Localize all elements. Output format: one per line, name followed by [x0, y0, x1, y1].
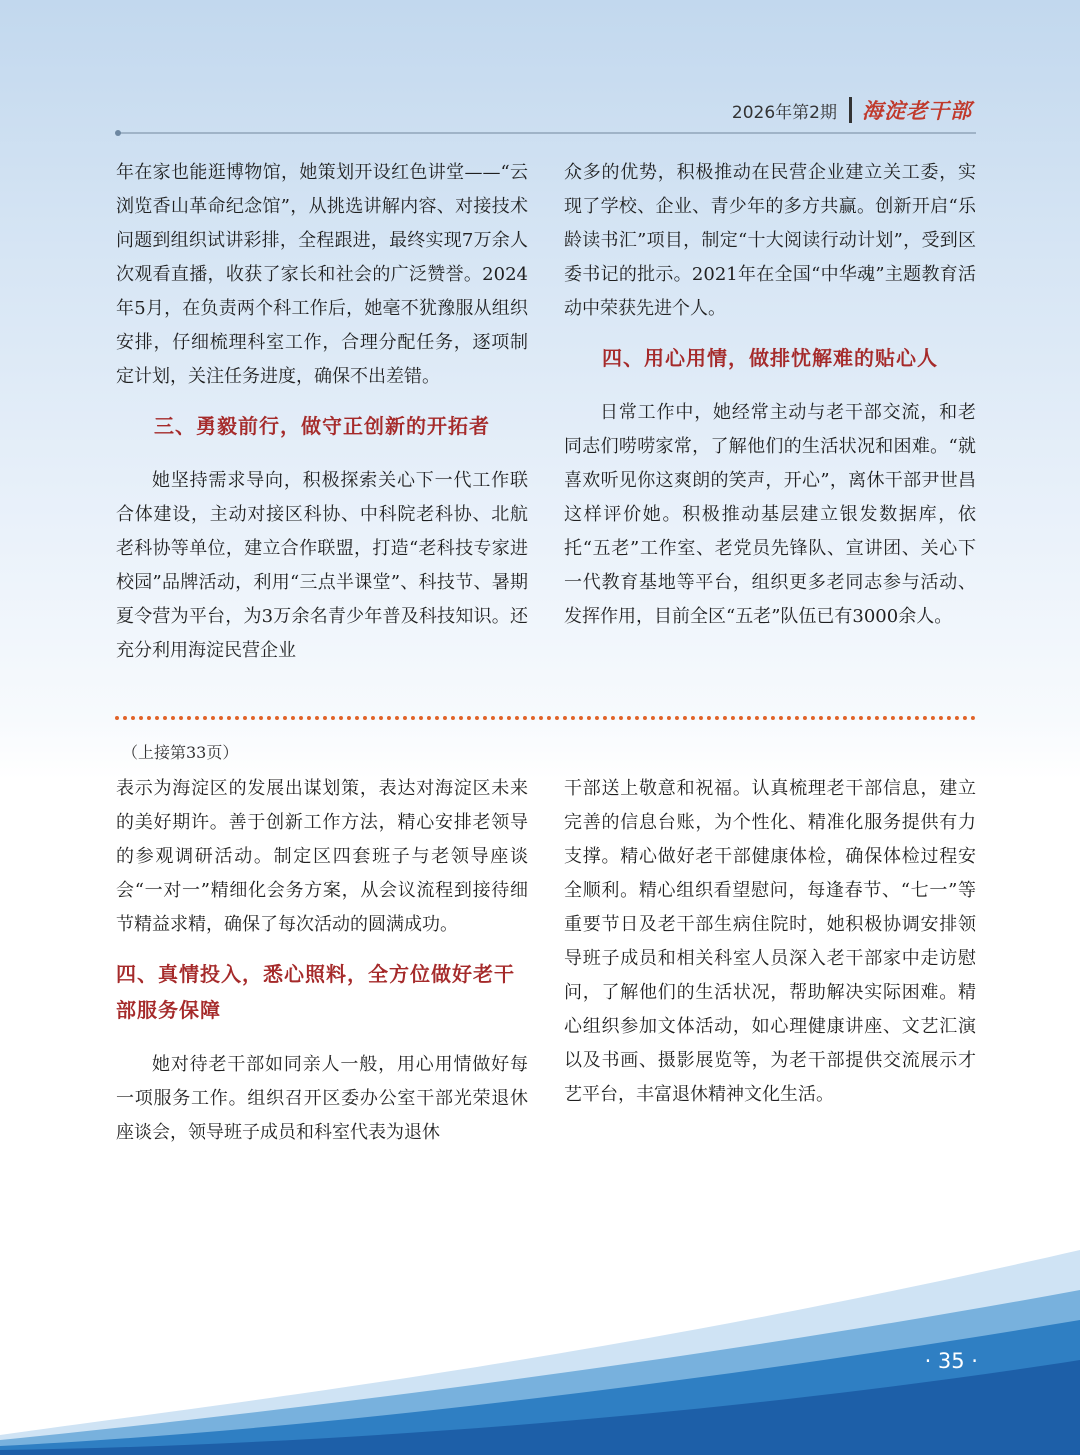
section-heading-4: 四、用心用情，做排忧解难的贴心人: [602, 346, 938, 370]
top-left-paragraph-1: 年在家也能逛博物馆，她策划开设红色讲堂——“云浏览香山革命纪念馆”，从挑选讲解内容、对接技术问题到组织试讲彩排，全程跟进，最终实现7万余人次观看直播，收获了家长和社会的广泛赞誉。2024年5月，在负责两个科工作后，她毫不犹豫服从组织安排，仔细梳理科室工作，合理分配任务，逐项制定计划，关注任务进度，确保不出差错。: [116, 162, 528, 387]
bottom-left-paragraph-2: 她对待老干部如同亲人一般，用心用情做好每一项服务工作。组织召开区委办公室干部光荣退休座谈会，领导班子成员和科室代表为退休: [116, 1054, 528, 1143]
page-header: [732, 96, 972, 124]
footer-waves: [0, 1250, 1080, 1455]
bottom-right-column: [564, 772, 976, 1112]
section-heading-bottom-4: 四、真情投入，悉心照料，全方位做好老干部服务保障: [116, 962, 515, 1022]
bottom-left-column: [116, 772, 528, 1150]
bottom-left-paragraph-1: 表示为海淀区的发展出谋划策，表达对海淀区未来的美好期许。善于创新工作方法，精心安排老领导的参观调研活动。制定区四套班子与老领导座谈会“一对一”精细化会务方案，从会议流程到接待细节精益求精，确保了每次活动的圆满成功。: [116, 778, 528, 935]
bottom-right-paragraph-1: 干部送上敬意和祝福。认真梳理老干部信息，建立完善的信息台账，为个性化、精准化服务提供有力支撑。精心做好老干部健康体检，确保体检过程安全顺利。精心组织看望慰问，每逢春节、“七一”等重要节日及老干部生病住院时，她积极协调安排领导班子成员和相关科室人员深入老干部家中走访慰问，了解他们的生活状况，帮助解决实际困难。精心组织参加文体活动，如心理健康讲座、文艺汇演以及书画、摄影展览等，为老干部提供交流展示才艺平台，丰富退休精神文化生活。: [564, 778, 976, 1105]
top-left-paragraph-2: 她坚持需求导向，积极探索关心下一代工作联合体建设，主动对接区科协、中科院老科协、北航老科协等单位，建立合作联盟，打造“老科技专家进校园”品牌活动，利用“三点半课堂”、科技节、暑期夏令营为平台，为3万余名青少年普及科技知识。还充分利用海淀民营企业: [116, 470, 528, 661]
header-rule: [118, 132, 976, 134]
header-rule-dot: [115, 130, 121, 136]
magazine-title: 海淀老干部: [862, 98, 972, 123]
page-number: · 35 ·: [924, 1349, 978, 1373]
section-heading-3: 三、勇毅前行，做守正创新的开拓者: [154, 414, 490, 438]
top-right-paragraph-1: 众多的优势，积极推动在民营企业建立关工委，实现了学校、企业、青少年的多方共赢。创新开启“乐龄读书汇”项目，制定“十大阅读行动计划”，受到区委书记的批示。2021年在全国“中华魂”主题教育活动中荣获先进个人。: [564, 162, 976, 319]
header-divider: [849, 97, 852, 123]
top-right-paragraph-2: 日常工作中，她经常主动与老干部交流，和老同志们唠唠家常，了解他们的生活状况和困难。“就喜欢听见你这爽朗的笑声，开心”，离休干部尹世昌这样评价她。积极推动基层建立银发数据库，依托“五老”工作室、老党员先锋队、宣讲团、关心下一代教育基地等平台，组织更多老同志参与活动、发挥作用，目前全区“五老”队伍已有3000余人。: [564, 402, 976, 627]
top-left-column: [116, 156, 528, 668]
continued-note: （上接第33页）: [122, 743, 239, 762]
issue-label: 2026年第2期: [731, 102, 837, 123]
section-divider: [115, 716, 976, 720]
top-right-column: [564, 156, 976, 634]
